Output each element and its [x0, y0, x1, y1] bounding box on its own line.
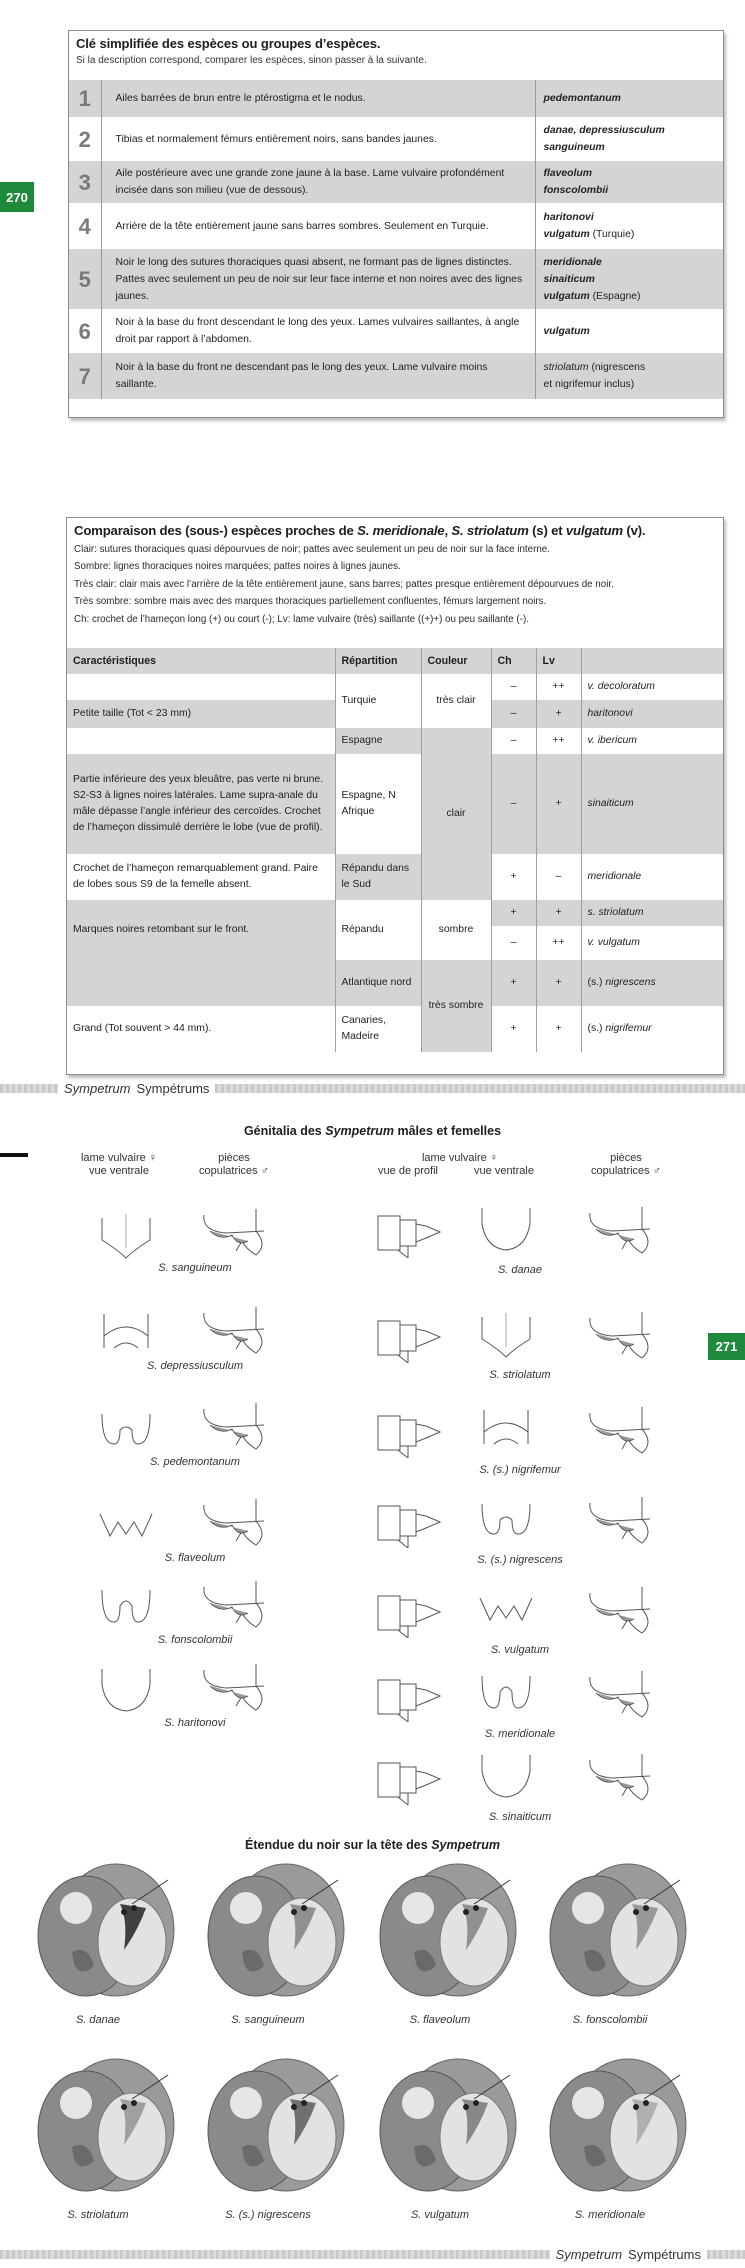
key-row-number: 4	[69, 203, 101, 249]
cell-ch: +	[491, 854, 536, 900]
copulatory-pieces-drawing	[196, 1577, 286, 1632]
key-row-number: 6	[69, 309, 101, 353]
species-note: (Espagne)	[592, 290, 641, 302]
vulvar-plate-profile-drawing	[374, 1313, 444, 1363]
key-title: Clé simplifiée des espèces ou groupes d’espèces.	[76, 36, 381, 51]
key-row-species	[535, 117, 723, 161]
cell-ch: –	[491, 728, 536, 754]
col-head-profile: vue de profil	[378, 1165, 438, 1177]
vulvar-plate-profile-drawing	[374, 1498, 444, 1548]
head-illustration	[540, 2055, 680, 2195]
key-row-species	[535, 203, 723, 249]
key-row-number: 1	[69, 80, 101, 117]
species-caption: S. vulgatum	[490, 1644, 550, 1656]
key-row-description: Noir à la base du front ne descendant pas le long des yeux. Lame vulvaire moins saillante.	[101, 353, 535, 399]
simplified-key-box	[68, 30, 724, 418]
cell-lv: –	[536, 854, 581, 900]
cell-taxon: v. vulgatum	[581, 926, 723, 960]
species-note: (nigrescens	[591, 362, 646, 373]
head-species-caption: S. fonscolombii	[572, 2014, 648, 2026]
cell-lv: +	[536, 700, 581, 728]
key-row-species	[535, 309, 723, 353]
vulvar-plate-ventral-drawing	[96, 1210, 156, 1260]
key-row-description: Arrière de la tête entièrement jaune sans barres sombres. Seulement en Turquie.	[101, 203, 535, 249]
table-row	[67, 754, 723, 854]
table-row	[67, 900, 723, 926]
running-common-name: Sympétrums	[628, 2246, 701, 2262]
cell-taxon: s. striolatum	[581, 900, 723, 926]
cell-taxon: v. decoloratum	[581, 674, 723, 700]
key-row-number: 5	[69, 249, 101, 309]
head-illustration	[198, 1860, 338, 2000]
species-name-with-note	[544, 288, 716, 305]
species-caption: S. meridionale	[484, 1728, 556, 1740]
copulatory-pieces-drawing	[582, 1750, 672, 1805]
taxon-name: nigrescens	[605, 977, 656, 988]
header-couleur: Couleur	[421, 648, 491, 674]
copulatory-pieces-drawing	[196, 1660, 286, 1715]
species-name: haritonovi	[543, 212, 594, 223]
key-row	[69, 80, 723, 117]
cell-repartition: Répandu	[335, 900, 421, 960]
head-species-caption: S. danae	[75, 2014, 121, 2026]
header-ch: Ch	[491, 648, 536, 674]
key-row	[69, 309, 723, 353]
head-illustration	[28, 1860, 168, 2000]
cell-characteristic-empty	[67, 674, 335, 700]
comparison-table	[67, 648, 723, 1052]
species-note: (Turquie)	[592, 229, 635, 240]
cell-repartition: Turquie	[335, 674, 421, 728]
vulvar-plate-ventral-drawing	[96, 1308, 156, 1358]
cell-ch: –	[491, 700, 536, 728]
header-rule	[0, 1084, 58, 1093]
species-name: vulgatum	[543, 229, 590, 240]
cell-lv: ++	[536, 926, 581, 960]
header-repartition: Répartition	[335, 648, 421, 674]
cell-repartition: Atlantique nord	[335, 960, 421, 1006]
species-caption: S. (s.) nigrifemur	[479, 1464, 561, 1476]
copulatory-pieces-drawing	[582, 1667, 672, 1722]
key-row-species	[535, 353, 723, 399]
header-rule	[707, 2250, 745, 2259]
page-number-270: 270	[0, 182, 34, 212]
head-species-caption: S. (s.) nigrescens	[225, 2209, 311, 2221]
cell-ch: +	[491, 1006, 536, 1052]
head-species-caption: S. sanguineum	[231, 2014, 305, 2026]
key-row-description: Noir le long des sutures thoraciques quasi absent, ne formant pas de lignes distinctes. Pattes avec seulement un peu de noir sur leur face interne et non noires avec des lignes jaunes.	[101, 249, 535, 309]
cell-characteristic-empty	[67, 728, 335, 754]
cell-couleur: très sombre	[421, 960, 491, 1052]
running-header-right-page	[0, 2245, 745, 2263]
vulvar-plate-ventral-drawing	[476, 1309, 536, 1359]
head-species-caption: S. vulgatum	[410, 2209, 470, 2221]
legend-line-tres-sombre: Très sombre: sombre mais avec des marques thoraciques partiellement confluentes, fémurs largement noirs.	[74, 596, 547, 608]
taxon-name: nigrifemur	[605, 1023, 652, 1034]
cell-taxon	[581, 1006, 723, 1052]
taxon-prefix: (s.)	[587, 1023, 606, 1034]
cell-taxon: haritonovi	[581, 700, 723, 728]
key-row	[69, 117, 723, 161]
species-name: striolatum	[543, 362, 589, 373]
copulatory-pieces-drawing	[196, 1205, 286, 1260]
copulatory-pieces-drawing	[196, 1495, 286, 1550]
species-caption: S. sinaiticum	[488, 1811, 552, 1823]
cell-repartition: Canaries, Madeire	[335, 1006, 421, 1052]
comparison-title: Comparaison des (sous-) espèces proches de S. meridionale, S. striolatum (s) et vulgatum (v).	[74, 523, 646, 538]
vulvar-plate-ventral-drawing	[96, 1404, 156, 1454]
species-name: fonscolombii	[543, 185, 609, 196]
vulvar-plate-ventral-drawing	[476, 1668, 536, 1718]
cell-ch: +	[491, 900, 536, 926]
header-caracteristiques: Caractéristiques	[67, 648, 335, 674]
cell-characteristic: Crochet de l’hameçon remarquablement grand. Paire de lobes sous S9 de la femelle absent.	[67, 854, 335, 900]
key-row-species	[535, 249, 723, 309]
legend-line-abbrev: Ch: crochet de l’hameçon long (+) ou court (-); Lv: lame vulvaire (très) saillante ((+)+) ou peu saillante (-).	[74, 613, 529, 625]
key-row-species	[535, 80, 723, 117]
key-row-description: Tibias et normalement fémurs entièrement noirs, sans bandes jaunes.	[101, 117, 535, 161]
head-illustration	[370, 1860, 510, 2000]
table-header-row	[67, 648, 723, 674]
cell-lv: +	[536, 960, 581, 1006]
species-caption: S. danae	[497, 1264, 543, 1276]
comparison-box	[66, 517, 724, 1075]
key-row-species	[535, 161, 723, 203]
table-row	[67, 960, 723, 1006]
vulvar-plate-ventral-drawing	[476, 1404, 536, 1454]
key-row	[69, 203, 723, 249]
species-caption: S. pedemontanum	[150, 1456, 240, 1468]
cell-ch: –	[491, 926, 536, 960]
vulvar-plate-ventral-drawing	[476, 1584, 536, 1634]
vulvar-plate-profile-drawing	[374, 1408, 444, 1458]
cell-couleur: clair	[421, 728, 491, 900]
cell-couleur: très clair	[421, 674, 491, 728]
species-name: danae, depressiusculum	[543, 125, 665, 136]
key-row-description: Noir à la base du front descendant le long des yeux. Lames vulvaires saillantes, à angle droit par rapport à l’abdomen.	[101, 309, 535, 353]
copulatory-pieces-drawing	[582, 1203, 672, 1258]
key-row	[69, 249, 723, 309]
species-caption: S. haritonovi	[164, 1717, 226, 1729]
margin-rule	[0, 1153, 28, 1157]
cell-characteristic: Petite taille (Tot < 23 mm)	[67, 700, 335, 728]
vulvar-plate-profile-drawing	[374, 1672, 444, 1722]
copulatory-pieces-drawing	[196, 1399, 286, 1454]
cell-couleur: sombre	[421, 900, 491, 960]
cell-characteristic: Marques noires retombant sur le front.	[67, 900, 335, 960]
head-illustration	[370, 2055, 510, 2195]
cell-lv: +	[536, 754, 581, 854]
key-subtitle: Si la description correspond, comparer les espèces, sinon passer à la suivante.	[76, 55, 427, 66]
cell-characteristic: Grand (Tot souvent > 44 mm).	[67, 1006, 335, 1052]
vulvar-plate-profile-drawing	[374, 1208, 444, 1258]
legend-line-tres-clair: Très clair: clair mais avec l’arrière de la tête entièrement jaune, sans barres; pattes presque entièrement dépourvues de noir.	[74, 578, 614, 590]
vulvar-plate-ventral-drawing	[476, 1494, 536, 1544]
table-row	[67, 854, 723, 900]
comparison-legend	[74, 541, 723, 628]
table-row	[67, 728, 723, 754]
running-header-left-page	[0, 1079, 745, 1097]
header-rule	[0, 2250, 550, 2259]
cell-ch: +	[491, 960, 536, 1006]
species-caption: S. depressiusculum	[147, 1360, 243, 1372]
vulvar-plate-ventral-drawing	[96, 1665, 156, 1715]
key-row-number: 7	[69, 353, 101, 399]
cell-taxon: v. ibericum	[581, 728, 723, 754]
table-row	[67, 674, 723, 700]
cell-lv: +	[536, 900, 581, 926]
col-head-copulatory-right: pièces copulatrices ♂	[590, 1152, 661, 1177]
species-name-with-note	[544, 226, 716, 243]
cell-characteristic: Partie inférieure des yeux bleuâtre, pas verte ni brune. S2-S3 à lignes noires latérales. Lame supra-anale du mâle dépasse l’angle inférieur des cercoïdes. Crochet de l’hameçon dissimulé derrière le lobe (vue de profil).	[67, 754, 335, 854]
species-name: flaveolum	[543, 168, 593, 179]
species-caption: S. flaveolum	[164, 1552, 226, 1564]
running-genus: Sympetrum	[555, 2246, 623, 2262]
species-name: meridionale	[543, 256, 602, 268]
copulatory-pieces-drawing	[582, 1493, 672, 1548]
key-row-description: Aile postérieure avec une grande zone jaune à la base. Lame vulvaire profondément incisée dans son milieu (vue de dessous).	[101, 161, 535, 203]
copulatory-pieces-drawing	[582, 1308, 672, 1363]
key-row-number: 3	[69, 161, 101, 203]
genitalia-title: Génitalia des Sympetrum mâles et femelles	[243, 1124, 502, 1138]
key-row-description: Ailes barrées de brun entre le ptérostigma et le nodus.	[101, 80, 535, 117]
table-row	[67, 1006, 723, 1052]
taxon-prefix: (s.)	[587, 977, 606, 988]
species-caption: S. sanguineum	[158, 1262, 232, 1274]
species-name-with-note	[544, 359, 716, 376]
species-name: vulgatum	[543, 290, 590, 302]
head-illustration	[28, 2055, 168, 2195]
species-caption: S. (s.) nigrescens	[477, 1554, 563, 1566]
vulvar-plate-ventral-drawing	[96, 1500, 156, 1550]
cell-taxon: meridionale	[581, 854, 723, 900]
col-head-copulatory: pièces copulatrices ♂	[198, 1152, 269, 1177]
head-species-caption: S. meridionale	[574, 2209, 646, 2221]
heads-title: Étendue du noir sur la tête des Sympetrum	[245, 1838, 500, 1852]
key-row-number: 2	[69, 117, 101, 161]
col-head-vulvar-ventral: lame vulvaire ♀ vue ventrale	[80, 1152, 158, 1177]
header-lv: Lv	[536, 648, 581, 674]
head-illustration	[540, 1860, 680, 2000]
cell-ch: –	[491, 754, 536, 854]
vulvar-plate-ventral-drawing	[96, 1582, 156, 1632]
key-table	[69, 80, 723, 399]
key-row	[69, 353, 723, 399]
legend-line-sombre: Sombre: lignes thoraciques noires marquées; pattes noires à lignes jaunes.	[74, 561, 401, 573]
page-number-271: 271	[708, 1333, 745, 1360]
vulvar-plate-ventral-drawing	[476, 1204, 536, 1254]
running-common-name: Sympétrums	[136, 1080, 210, 1096]
species-name: sanguineum	[543, 142, 605, 153]
cell-taxon: sinaiticum	[581, 754, 723, 854]
cell-repartition: Espagne	[335, 728, 421, 754]
species-note: et nigrifemur inclus)	[543, 379, 635, 390]
cell-lv: ++	[536, 674, 581, 700]
species-caption: S. striolatum	[489, 1369, 551, 1381]
species-name: sinaiticum	[543, 273, 595, 285]
cell-characteristic-empty	[67, 960, 335, 1006]
vulvar-plate-ventral-drawing	[476, 1751, 536, 1801]
species-caption: S. fonscolombii	[157, 1634, 233, 1646]
cell-ch: –	[491, 674, 536, 700]
vulvar-plate-profile-drawing	[374, 1588, 444, 1638]
head-species-caption: S. striolatum	[67, 2209, 129, 2221]
header-rule	[215, 1084, 745, 1093]
vulvar-plate-profile-drawing	[374, 1755, 444, 1805]
copulatory-pieces-drawing	[196, 1303, 286, 1358]
cell-repartition: Répandu dans le Sud	[335, 854, 421, 900]
running-genus: Sympetrum	[64, 1080, 131, 1096]
col-head-vulvar: lame vulvaire ♀	[421, 1152, 499, 1164]
legend-line-clair: Clair: sutures thoraciques quasi dépourvues de noir; pattes avec seulement un peu de noir sur la face interne.	[74, 544, 550, 555]
cell-lv: ++	[536, 728, 581, 754]
col-head-ventral: vue ventrale	[474, 1165, 534, 1177]
species-name: pedemontanum	[543, 93, 621, 104]
key-row	[69, 161, 723, 203]
header-taxon	[581, 648, 723, 674]
copulatory-pieces-drawing	[582, 1583, 672, 1638]
cell-repartition: Espagne, N Afrique	[335, 754, 421, 854]
head-species-caption: S. flaveolum	[409, 2014, 471, 2026]
head-illustration	[198, 2055, 338, 2195]
cell-lv: +	[536, 1006, 581, 1052]
species-name: vulgatum	[543, 325, 590, 337]
cell-taxon	[581, 960, 723, 1006]
copulatory-pieces-drawing	[582, 1403, 672, 1458]
